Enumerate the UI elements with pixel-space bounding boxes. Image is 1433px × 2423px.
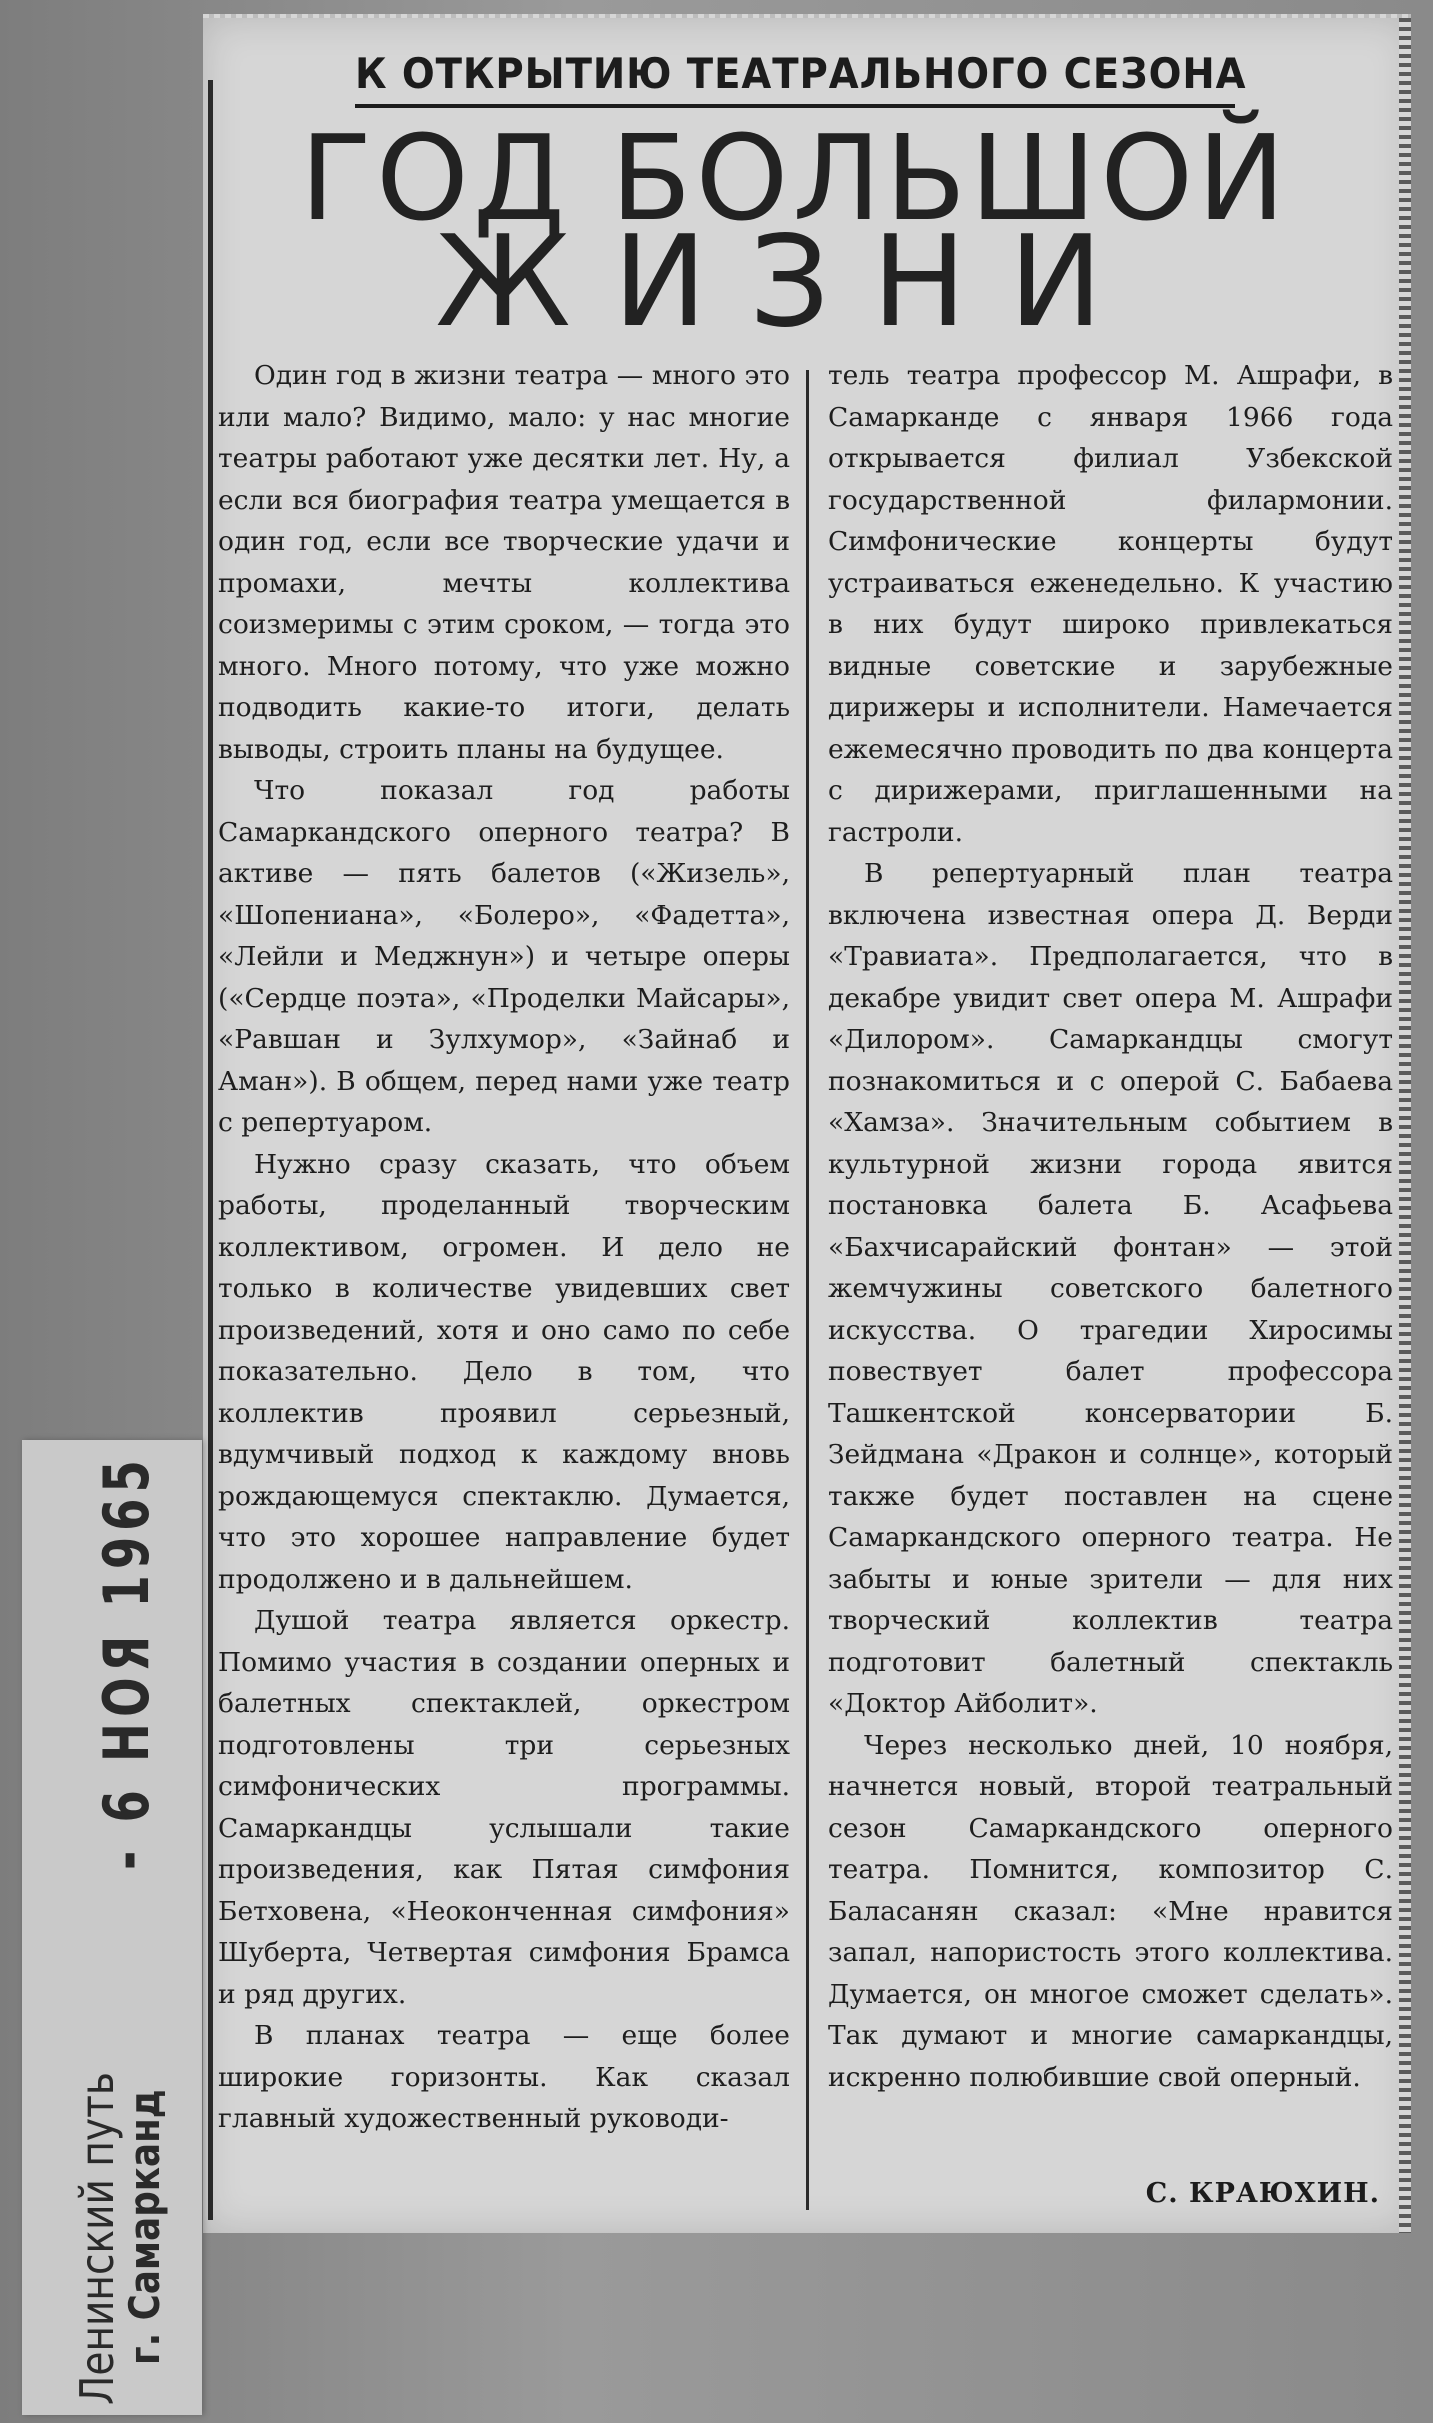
article-paragraph: Один год в жизни театра — много это или мало? Видимо, мало: у нас многие театры работают уже десятки лет. Ну, а если вся биография театра умещается в один год, если все творческие удачи и промахи, мечты коллектива соизмеримы с этим сроком, — тогда это много. Много потому, что уже можно подводить какие-то итоги, делать выводы, строить планы на будущее. xyxy=(218,360,790,765)
headline-line-1: ГОД БОЛЬШОЙ xyxy=(300,109,1290,247)
author-signature: С. КРАЮХИН. xyxy=(1145,2178,1380,2209)
article-paragraph: Душой театра является оркестр. Помимо участия в создании оперных и балетных спектаклей, оркестром подготовлены три серьезных симфонических программы. Самаркандцы услышали такие произведения, как Пятая симфония Бетховена, «Неоконченная симфония» Шуберта, Четвертая симфония Брамса и ряд других. xyxy=(218,1605,790,2010)
article-paragraph: В репертуарный план театра включена известная опера Д. Верди «Травиата». Предполагается, что в декабре увидит свет опера М. Ашрафи «Дилором». Самаркандцы смогут познакомиться и с оперой С. Бабаева «Хамза». Значительным событием в культурной жизни города явится постановка балета Б. Асафьева «Бахчисарайский фонтан» — этой жемчужины советского балетного искусства. О трагедии Хиросимы повествует балет профессора Ташкентской консерватории Б. Зейдмана «Дракон и солнце», который также будет поставлен на сцене Самаркандского оперного театра. Не забыты и юные зрители — для них творческий коллектив театра подготовит балетный спектакль «Доктор Айболит». xyxy=(828,858,1393,1719)
kicker-heading: К ОТКРЫТИЮ ТЕАТРАЛЬНОГО СЕЗОНА xyxy=(355,49,1247,98)
left-border-rule xyxy=(208,80,213,2220)
article-paragraph: В планах театра — еще более широкие горизонты. Как сказал главный художественный руководи- xyxy=(218,2020,790,2134)
article-paragraph: Что показал год работы Самаркандского оперного театра? В активе — пять балетов («Жизель», «Шопениана», «Болеро», «Фадетта», «Лейли и Меджнун») и четыре оперы («Сердце поэта», «Проделки Майсары», «Равшан и Зулхумор», «Зайнаб и Аман»). В общем, перед нами уже театр с репертуаром. xyxy=(218,775,790,1138)
kicker-underline xyxy=(355,104,1235,108)
article-paragraph: Через несколько дней, 10 ноября, начнется новый, второй театральный сезон Самаркандского оперного театра. Помнится, композитор С. Баласанян сказал: «Мне нравится запал, напористость этого коллектива. Думается, он многое сможет сделать». Так думают и многие самаркандцы, искренно полюбившие свой оперный. xyxy=(828,1729,1393,2093)
article-column-right xyxy=(828,355,1393,2098)
column-divider xyxy=(806,370,809,2210)
article-column-left xyxy=(218,355,790,2140)
stamp-city: г. Самарканд xyxy=(120,2089,169,2365)
headline-line-2: ЖИЗНИ xyxy=(435,208,1145,355)
stamp-date: - 6 НОЯ 1965 xyxy=(90,1454,163,1870)
article-paragraph: тель театра профессор М. Ашрафи, в Самарканде с января 1966 года открывается филиал Узбекской государственной филармонии. Симфонические концерты будут устраиваться еженедельно. К участию в них будут широко привлекаться видные советские и зарубежные дирижеры и исполнители. Намечается ежемесячно проводить по два концерта с дирижерами, приглашенными на гастроли. xyxy=(828,360,1393,848)
article-paragraph: Нужно сразу сказать, что объем работы, проделанный творческим коллективом, огромен. И дело не только в количестве увидевших свет произведений, хотя и оно само по себе показательно. Дело в том, что коллектив проявил серьезный, вдумчивый подход к каждому вновь рождающемуся спектаклю. Думается, что это хорошее направление будет продолжено и в дальнейшем. xyxy=(218,1148,790,1595)
stamp-newspaper-name: Ленинский путь xyxy=(70,2072,124,2405)
right-torn-edge xyxy=(1399,18,1411,2233)
